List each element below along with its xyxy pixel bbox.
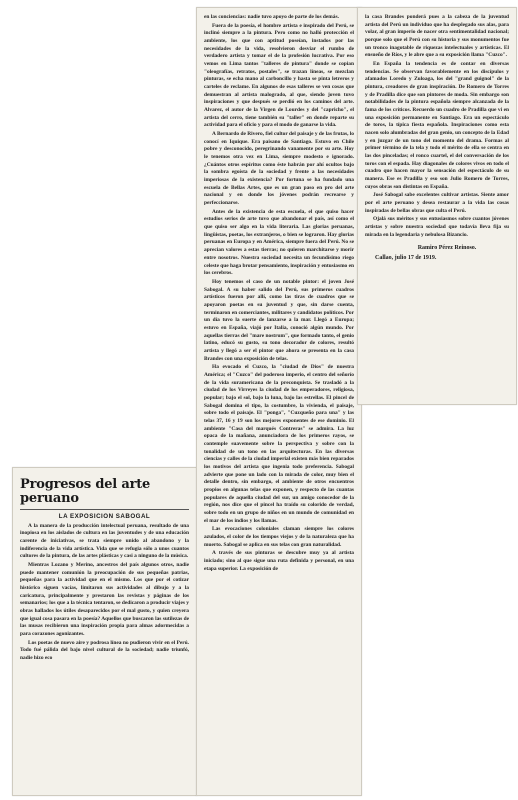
paragraph: En España la tendencia es de contar en diversas tendencias. Se observan favorablemente en los discípulos y afamados Loredo y Zuloaga, los del "grand guignol" de la pintura, creadores de gran inspiración. De Romero de Torres y de Pradilla dice que son pintores de moda. Sin embargo son notabilidades de la pintura española siempre alcanzada de la fama de los críticos. Recuerdo un cuadro de Pradilla que vi en una exposición permanente en Santiago. Era un espectáculo de toros, la típica fiesta española. Inspiraciones como esta nacen solo alumbradas del gran genio, un concepto de la Edad y en juzgar de un tono del momento del drama. Formas al primer término de la tela y todo el mérito de ella se centra en las dos pinceladas; el ronco cuartel, el del conversación de los toros con el espada. Hay diagonales de colores vivos en todo el cuadro que hacen mayor la sensación del espectáculo de su manera. Ese es Pradilla y eso son Julio Romero de Torres, cuyos obras son distintas en España.: [365, 61, 509, 190]
dateline: Callao, julio 17 de 1919.: [375, 255, 437, 262]
article-subtitle: LA EXPOSICION SABOGAL: [58, 512, 151, 520]
right-newspaper-clipping: [357, 7, 517, 405]
paragraph: Antes de la existencia de esta escuela, el que quiso hacer estudios serios de arte tuvo que abandonar el país, así como el que quiso ser algo en la vida literaria. Las glorias peruanas, lingüistas, poetas, los extranjeros, o bien se lograron. Hay glorias peruanas en Europa y en América, siempre fuera del Perú. No se aprecian valores a estas tierras; no quieren marchitarse y morir entre nosotros. Nuestra sociedad necesita un fecundísimo riego celeste que haga brotar pensamiento, inspiración y entusiasmo en los cerebros.: [204, 208, 354, 277]
paragraph: Las evocaciones coloniales claman siempre los colores azulados, el color de los tiempos viejos y de la naturaleza que ha muerto. Sabogal se aplica en sus telas con gran naturalidad.: [204, 526, 354, 548]
left-newspaper-clipping: [12, 467, 197, 796]
paragraph: A Bernardo de Rivero, fiel cultor del paisaje y de las frutas, lo conocí en Iquique. Era paisano de Santiago. Estuvo en Chile pobre y desconocido, peregrinando vanamente por su arte. Hoy le tenemos otra vez en Lima, siempre modesto e ignorado. ¿Cuántos otros espíritus como éste habrán por ahí ocultos bajo la sombra egoísta de la sociedad y frente a las necesidades imperiosas de la existencia? Por fortuna se ha fundado una escuela de Bellas Artes, que es un gran paso en pro del arte nacional y en donde los jóvenes podrán recrearse y perfeccionarse.: [204, 131, 354, 207]
paragraph: José Sabogal sabe excelentes cultivar artistas. Siente amor por el arte peruano y desea restaurar a la vida las cosas inspiradas de bellas obras que culta el Perú.: [365, 192, 509, 214]
paragraph: Fuera de la poesía, el hombre artista e inspirado del Perú, se inclinó siempre a la pintura. Pero como no halló protección el ambiente, los que con aptitud poseían, instados por las necesidades de la vida, resolvieron desviar el rumbo de verdadero artista y tomar el de la profesión lucrativa. Por eso vemos en Lima tantos "talleres de pintura" donde se copian "oleografías, retratos, postales", se trazan líneas, se mezclan pinturas, se echa mano al carboncillo y hasta se pinta letreros y carteles de reclame. En algunos de esas talleres se ven cosas que demuestran al artista malogrado, al que, siendo joven tuvo inspiraciones y que después se perdió en los caminos del arte. Alvarez, el autor de la Virgen de Lourdes y del "capricho", el artista del cerro, tiene también su "taller" en donde reparte su actividad para el oficio y para el modo de ganarse la vida.: [204, 22, 354, 129]
paragraph: Los poetas de nuevo aire y podrosa línea no pudieron vivir en el Perú. Todo fué pálida del bajo nivel cultural de la sociedad; nadie triunfó, nadie hizo eco: [20, 639, 189, 662]
paragraph: Hoy tenemos el caso de un notable pintor: el joven José Sabogal. A su haber salido del Perú, sus primeros cuadros artísticos fueron por allí, como las tiras de cuadros que se apoyaron poetas en su juventud y que, sin darse cuenta, terminaron en comerciantes, militares y candidatos políticos. Por un día tuvo la suerte de lanzarse a la mar. Llegó a Europa; estuvo en España, viajó por Italia, conoció algún mundo. Por aquellas tierras del "mare nostrum", que formado tanto, el genio latino, educó su gusto, su tono decorador de colores, resultó artista y llegó a ser el pintor que ahora se presenta en la casa Brandes con una exposición de telas.: [204, 278, 354, 362]
paragraph: Mientras Lozano y Merino, ancestros del país algunos otros, nadie puede mantener comunión la preocupación de sus pequeñas patrias, pequeñas para la actividad que en el mismo. Los que por el cotizar histórico siguen vacías, limitaron sus actividades al dibujo y a la caricatura, principalmente y prestaron las revistas y páginas de los semanarios; los que a la técnica tentaron, se dedicaron a producir viajes y obras hallados los útiles desaparecidos por el mal gusto, y quien creyera que igual cosa pasara en la poesía? Aquellos que buscaron las sutilezas de las musas recibieron una inspiración propia para almas adormecidas a para corazones agonizantes.: [20, 561, 189, 637]
paragraph: A la manera de la producción intelectual peruana, resultado de una inopiosa en los aislados de cultura en las juventudes y de una educación carente de iniciativas, se trata siempre unido al abandono y la indiferencia de la vida artística. Vida que se refugia sólo a unos cuantos cultores de la pintura, de las artes plásticas y casi a ninguno de la música.: [20, 522, 189, 560]
paragraph: Ojalá sus méritos y sus entusiasmos sobre cuantos jóvenes artistas y sobre nuestra sociedad que todavía lleva fija su mirada en la legendaria y nebulosa Bizancio.: [365, 216, 509, 238]
middle-newspaper-clipping: [196, 7, 362, 796]
paragraph: A través de sus pinturas se descubre muy ya al artista iniciado; sino al que sigue una ruta definida y personal, en una etapa superior. La exposición de: [204, 550, 354, 572]
paragraph: Ha evocado el Cuzco, la "ciudad de Dios" de nuestra América; el "Cuzco" del poderoso imperio, el centro del señorío de la vida suramericana de la preconquista. Se trasladó a la ciudad de los Virreyes la ciudad de los emperadores, religiosa, popular; bajo el sol, bajo la luna, bajo las estrellas. El pincel de Sabogal domina el tipo, la costumbre, la vivienda, el paisaje, sobre todo el paisaje. El "ponga", "Cuzqueño para una" y las telas 37, 16 y 19 son los mejores exponentes de ese dominio. El ambiente "Casa del marqués Contreras" se admira. La luz opaca de la mañana, anunciadora de los primeros rayos, se contemple suavemente sobre la perspectiva y sobre con la tonalidad de un tono en las arquitecturas. En las diversas ciencias y calles de la ciudad imperial existen más bien reparados los motivos del artista que ingenia todo preferencia. Sabogal advierte que pone un lado con la mirada de color, muy bien el detalle dentro, sin embargo, el ambiente de otros encuentros propios en algunas telas que exponen, y respecto de las cuantas populares de aquella ciudad del sur, un amigo conocedor de la región, nos dice que el pincel ha traído su colorido de verdad, sobre todo en un grupo de niños en un mundo de comunidad en el mar de los indios y los llamas.: [204, 364, 354, 524]
author-signature: Ramiro Pérez Reinoso.: [417, 245, 477, 252]
title-rule: [20, 509, 189, 510]
article-title: Progresos del arte peruano: [20, 477, 151, 507]
paragraph: en las conciencias: nadie tuvo apoyo de parte de los demás.: [204, 14, 339, 20]
paragraph: la casa Brandes ponderá pues a la cabeza de la juventud artista del Perú un individuo que ha desplegado sus alas, para volar, al gran imperio de nacer otra sentimentalidad nacional; porque solo que el Perú con su historia y sus monumentos fue un tronco inagotable de riquezas intelectuales y artísticas. El ensueño de Ríos, y le abre que a su exposición llama "Cuzco".: [365, 14, 509, 59]
